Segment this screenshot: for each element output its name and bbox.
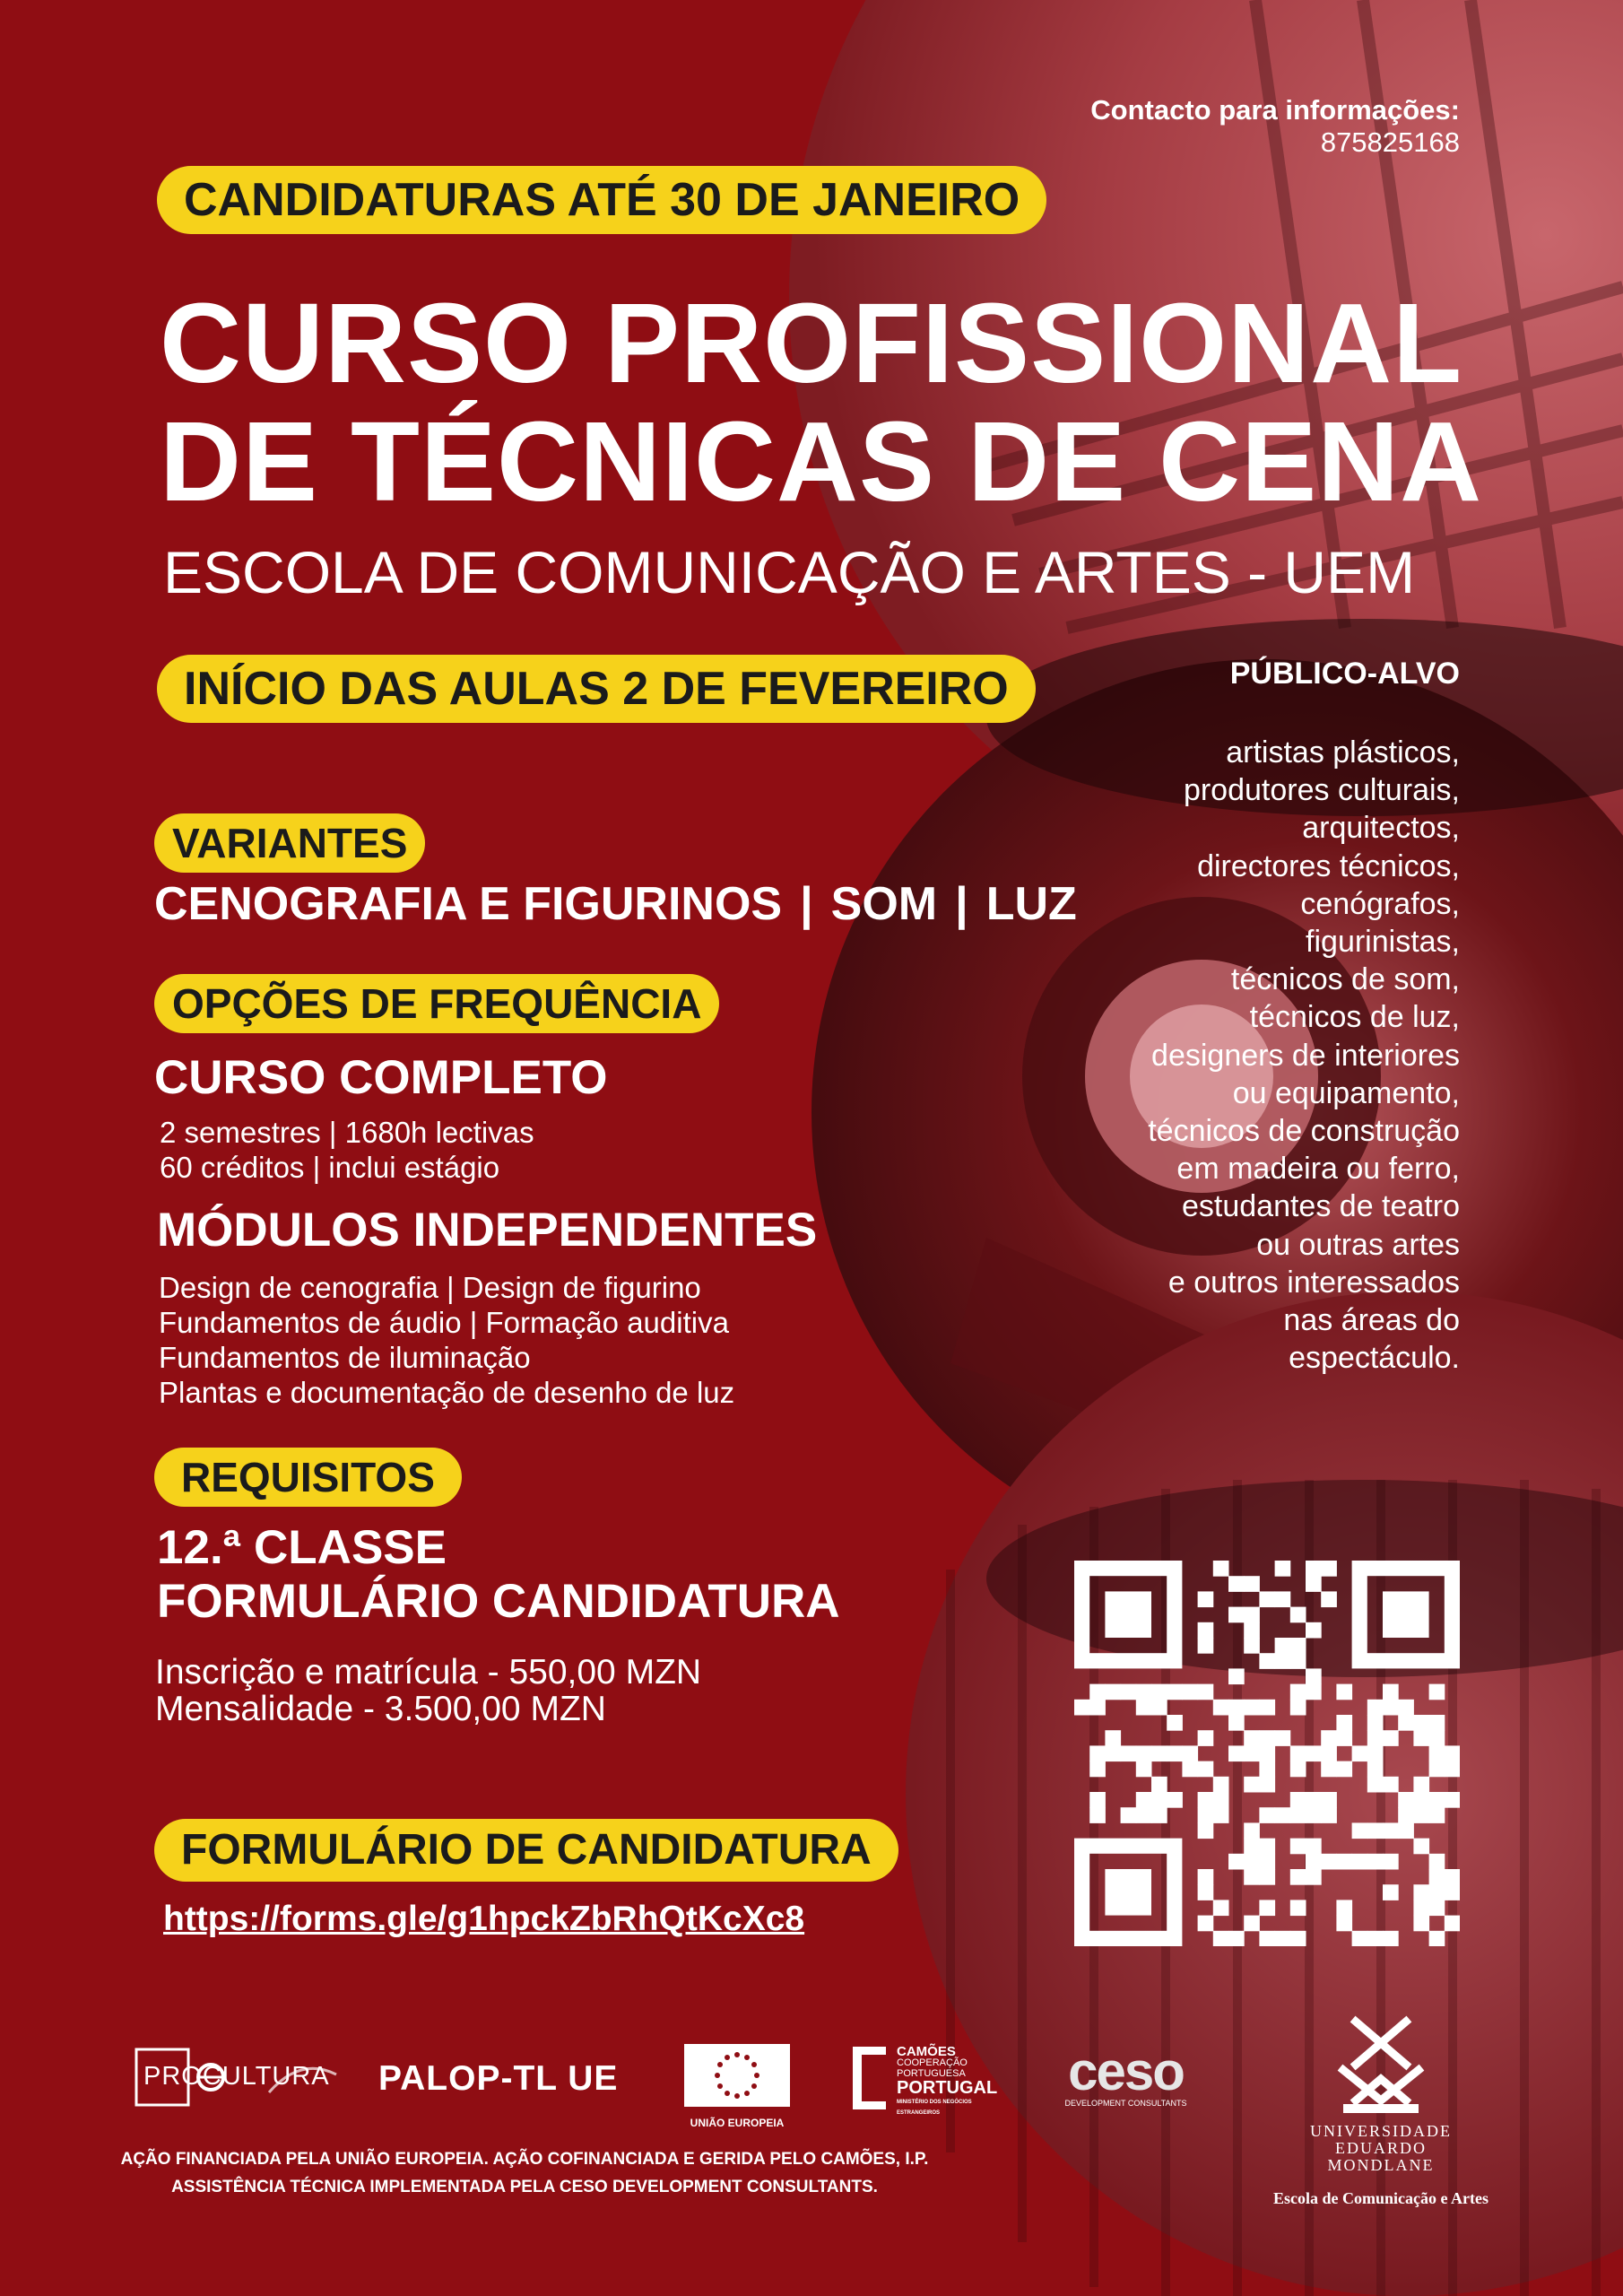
modules-line-2: Fundamentos de áudio | Formação auditiva bbox=[159, 1306, 729, 1339]
palop-tl-ue-logo: PALOP-TL UE bbox=[378, 2059, 619, 2098]
audience-line: designers de interiores bbox=[1151, 1038, 1460, 1073]
camoes-logo-country: PORTUGAL bbox=[897, 2078, 998, 2098]
contact-info bbox=[1090, 94, 1460, 159]
audience-line: artistas plásticos, bbox=[1226, 735, 1460, 770]
application-form-badge: FORMULÁRIO DE CANDIDATURA bbox=[154, 1819, 898, 1882]
procultura-logo-text: PROCULTURA bbox=[143, 2062, 330, 2091]
camoes-logo-line: PORTUGUESA bbox=[897, 2068, 966, 2079]
requirement-grade: 12.ª CLASSE bbox=[157, 1521, 447, 1574]
fee-monthly: Mensalidade - 3.500,00 MZN bbox=[155, 1690, 606, 1728]
audience-line: espectáculo. bbox=[1289, 1341, 1460, 1376]
independent-modules-heading: MÓDULOS INDEPENDENTES bbox=[157, 1204, 818, 1257]
modules-line-1: Design de cenografia | Design de figurino bbox=[159, 1271, 701, 1304]
variant-scenography: CENOGRAFIA E FIGURINOS bbox=[154, 878, 783, 930]
uem-logo-line: UNIVERSIDADE bbox=[1310, 2122, 1452, 2140]
start-date-badge: INÍCIO DAS AULAS 2 DE FEVEREIRO bbox=[157, 655, 1036, 723]
audience-line: em madeira ou ferro, bbox=[1176, 1152, 1460, 1187]
audience-line: directores técnicos, bbox=[1197, 848, 1460, 883]
funding-line-2: ASSISTÊNCIA TÉCNICA IMPLEMENTADA PELA CESO DEVELOPMENT CONSULTANTS. bbox=[171, 2178, 878, 2196]
modules-line-4: Plantas e documentação de desenho de luz bbox=[159, 1376, 735, 1409]
variant-light: LUZ bbox=[985, 878, 1077, 930]
eu-flag-logo bbox=[684, 2044, 790, 2128]
audience-line: e outros interessados bbox=[1167, 1265, 1460, 1300]
audience-line: figurinistas, bbox=[1306, 925, 1460, 960]
eu-logo-caption: UNIÃO EUROPEIA bbox=[690, 2117, 785, 2129]
audience-line: cenógrafos, bbox=[1300, 886, 1460, 921]
separator: | bbox=[955, 878, 968, 930]
qr-code[interactable] bbox=[1074, 1561, 1460, 1946]
uem-logo-line: MONDLANE bbox=[1327, 2156, 1435, 2174]
qr-finder-pattern bbox=[1082, 1846, 1175, 1938]
ceso-logo-caption: DEVELOPMENT CONSULTANTS bbox=[1064, 2099, 1187, 2108]
variants-badge: VARIANTES bbox=[154, 813, 425, 873]
procultura-logo bbox=[135, 2048, 341, 2107]
uem-logo-line: EDUARDO bbox=[1335, 2139, 1427, 2157]
funding-line-1: AÇÃO FINANCIADA PELA UNIÃO EUROPEIA. AÇÃO COFINANCIADA E GERIDA PELO CAMÕES, I.P. bbox=[120, 2150, 929, 2169]
frequency-options-badge: OPÇÕES DE FREQUÊNCIA bbox=[154, 974, 719, 1033]
camoes-logo bbox=[852, 2044, 998, 2118]
full-course-line-1: 2 semestres | 1680h lectivas bbox=[160, 1116, 534, 1149]
audience-line: técnicos de luz, bbox=[1249, 1000, 1460, 1035]
requirement-form: FORMULÁRIO CANDIDATURA bbox=[157, 1575, 840, 1628]
course-title-line-2: DE TÉCNICAS DE CENA bbox=[160, 398, 1483, 525]
independent-modules-list bbox=[159, 1270, 734, 1410]
ceso-logo-text: ceso bbox=[1068, 2041, 1184, 2101]
uem-logo bbox=[1264, 2011, 1497, 2207]
funding-statement bbox=[0, 2145, 1049, 2201]
audience-line: técnicos de construção bbox=[1148, 1114, 1460, 1149]
school-subtitle: ESCOLA DE COMUNICAÇÃO E ARTES - UEM bbox=[163, 539, 1416, 605]
target-audience-list bbox=[1148, 734, 1460, 1377]
full-course-heading: CURSO COMPLETO bbox=[154, 1051, 608, 1104]
separator: | bbox=[800, 878, 813, 930]
fee-enrollment: Inscrição e matrícula - 550,00 MZN bbox=[155, 1653, 702, 1692]
ceso-logo bbox=[1052, 2041, 1200, 2109]
application-form-link[interactable]: https://forms.gle/g1hpckZbRhQtKcXc8 bbox=[163, 1900, 805, 1938]
camoes-logo-line: COOPERAÇÃO bbox=[897, 2057, 968, 2068]
fees bbox=[155, 1654, 701, 1727]
course-title-line-1: CURSO PROFISSIONAL bbox=[160, 280, 1463, 406]
audience-line: técnicos de som, bbox=[1230, 962, 1460, 997]
contact-phone: 875825168 bbox=[1320, 126, 1460, 158]
modules-line-3: Fundamentos de iluminação bbox=[159, 1341, 531, 1374]
uem-emblem-icon bbox=[1327, 2011, 1435, 2118]
variants-list bbox=[154, 877, 1077, 931]
contact-label: Contacto para informações: bbox=[1090, 94, 1460, 126]
audience-line: ou equipamento, bbox=[1232, 1075, 1460, 1110]
audience-line: estudantes de teatro bbox=[1181, 1189, 1460, 1224]
camoes-logo-title: CAMÕES bbox=[897, 2044, 956, 2059]
deadline-badge: CANDIDATURAS ATÉ 30 DE JANEIRO bbox=[157, 166, 1046, 234]
qr-finder-pattern bbox=[1359, 1569, 1452, 1661]
requirements-badge: REQUISITOS bbox=[154, 1448, 462, 1507]
qr-finder-pattern bbox=[1082, 1569, 1175, 1661]
audience-line: produtores culturais, bbox=[1183, 773, 1460, 808]
uem-school-caption: Escola de Comunicação e Artes bbox=[1273, 2189, 1488, 2207]
variant-sound: SOM bbox=[830, 878, 938, 930]
target-audience-heading: PÚBLICO-ALVO bbox=[1229, 657, 1460, 691]
audience-line: ou outras artes bbox=[1256, 1227, 1460, 1262]
camoes-logo-ministry: MINISTÉRIO DOS NEGÓCIOS ESTRANGEIROS bbox=[897, 2100, 972, 2116]
audience-line: nas áreas do bbox=[1283, 1303, 1460, 1338]
audience-line: arquitectos, bbox=[1302, 811, 1460, 846]
full-course-details bbox=[160, 1115, 534, 1185]
full-course-line-2: 60 créditos | inclui estágio bbox=[160, 1151, 500, 1184]
